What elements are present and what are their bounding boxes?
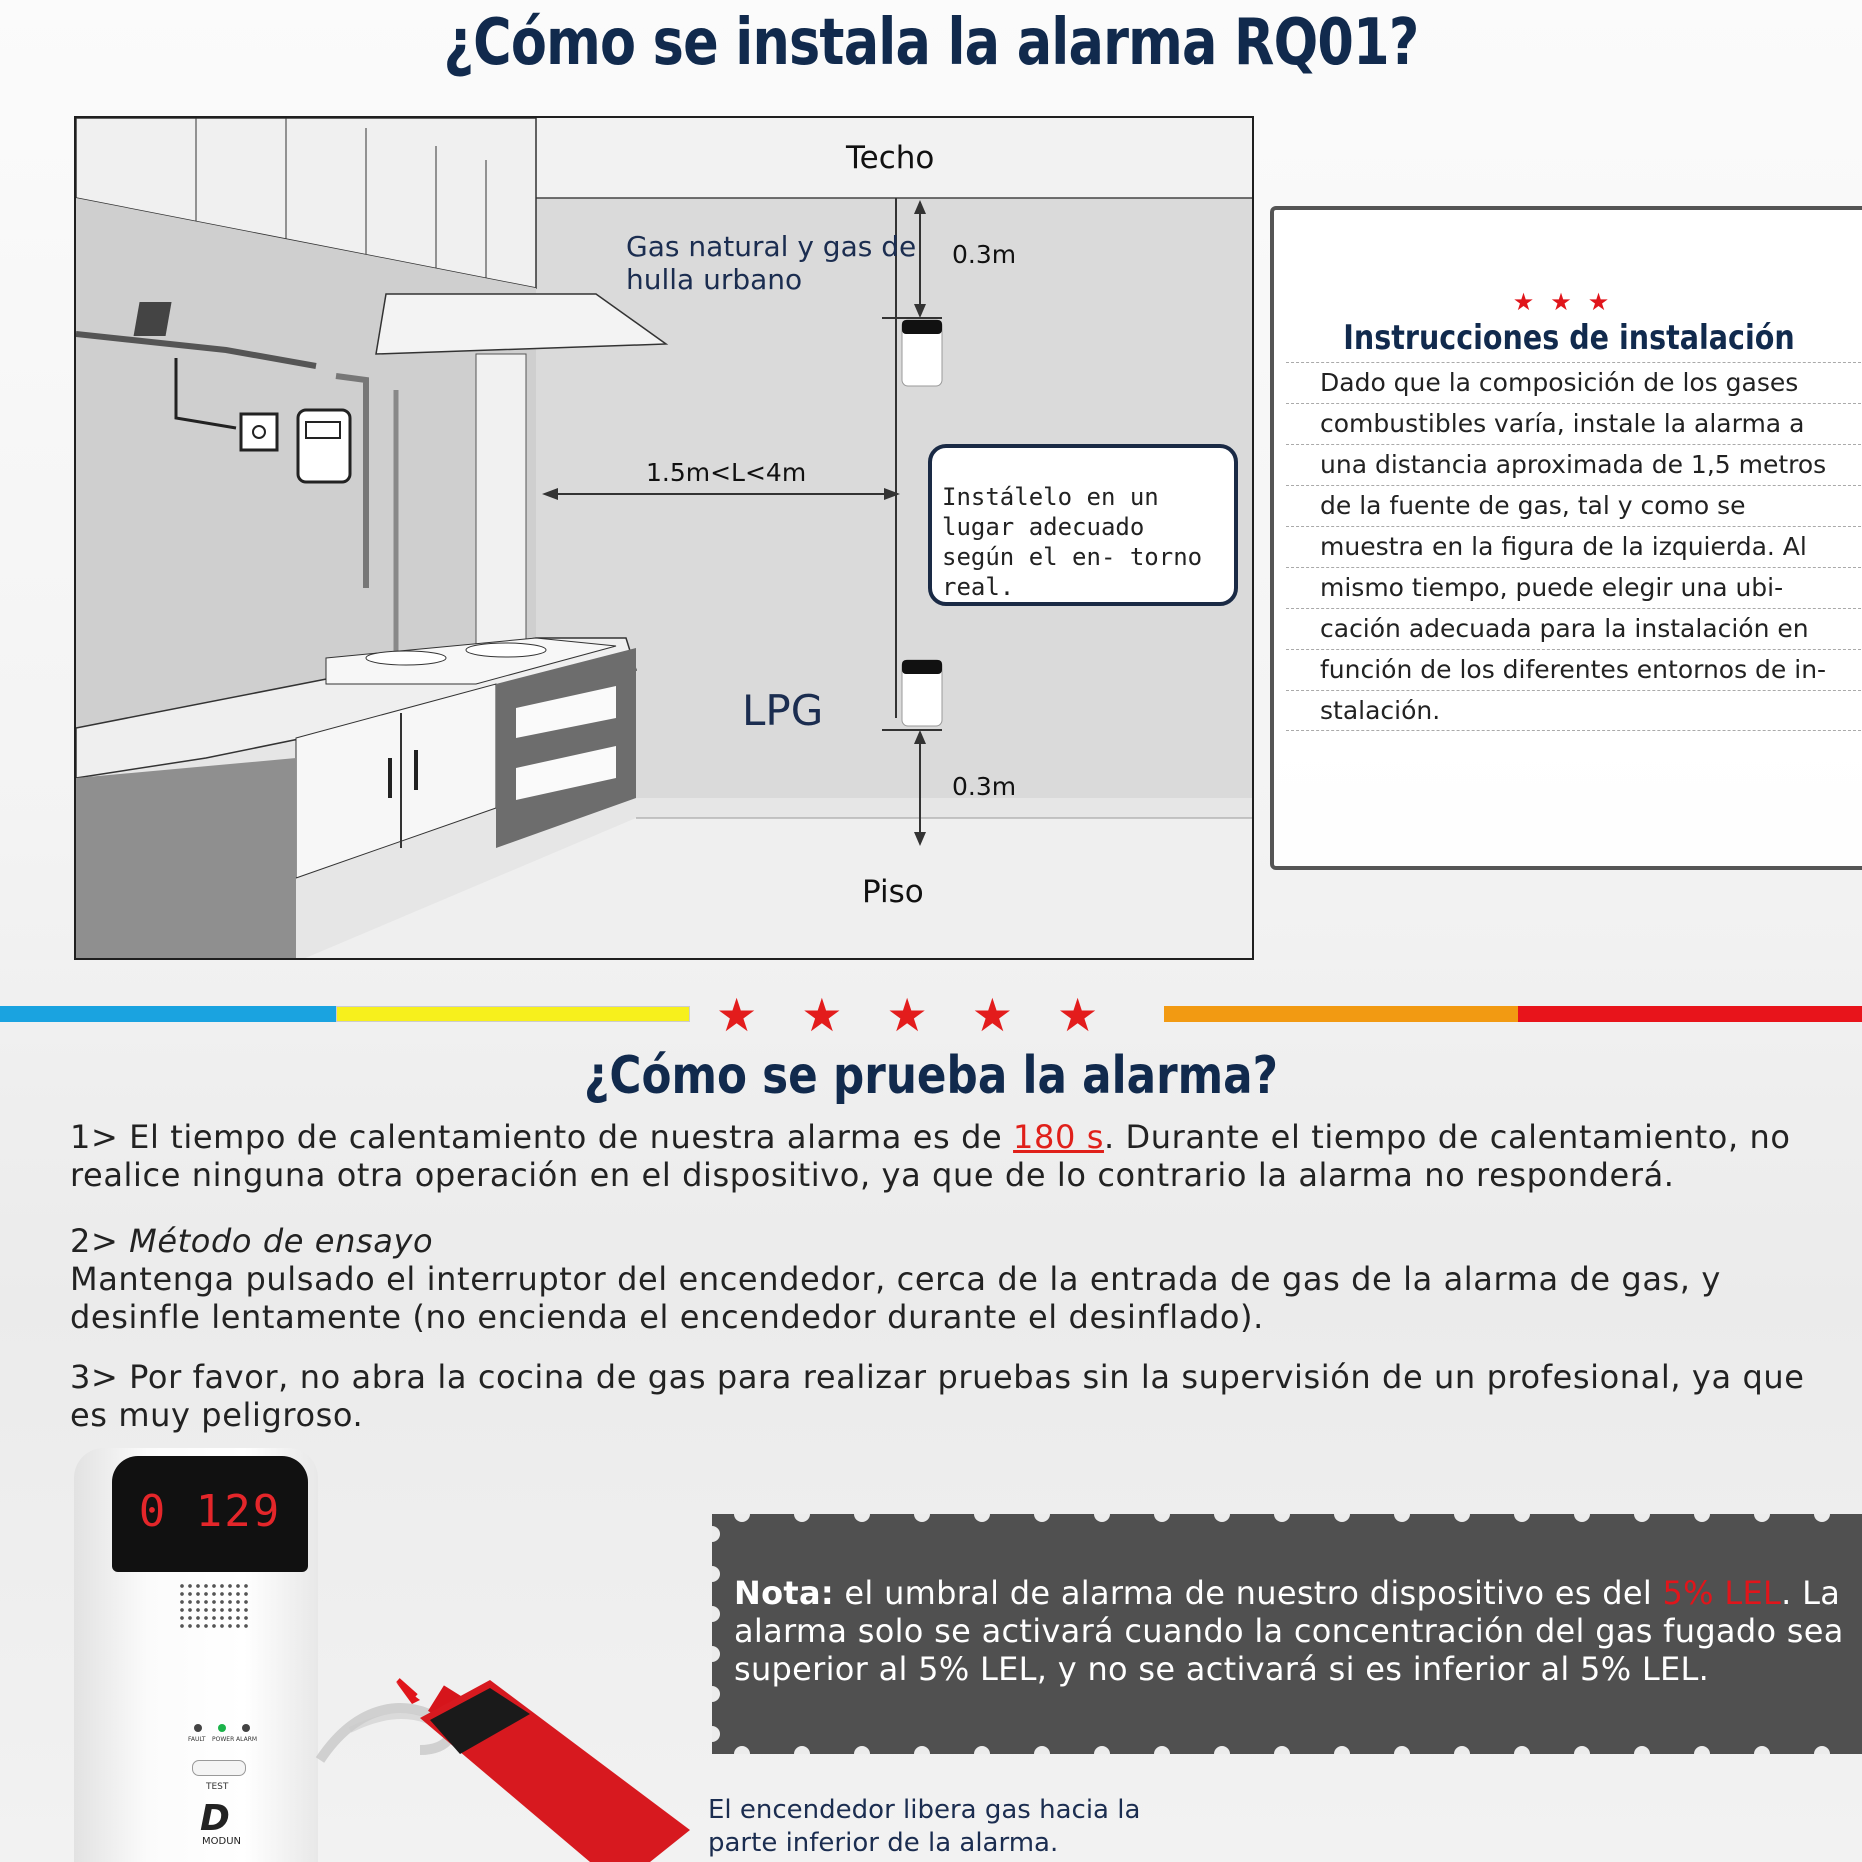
instructions-title: Instrucciones de instalación	[1343, 318, 1795, 358]
instructions-line: combustibles varía, instale la alarma a	[1286, 403, 1861, 444]
kitchen-diagram	[74, 116, 1254, 960]
test-step-1	[70, 1118, 1830, 1194]
step1-text-end: . Durante el tiempo de calentamiento, no realice ninguna otra operación en el dispositivo, ya que de lo contrario la alarma no responderá.	[70, 1118, 1791, 1194]
instructions-line: Dado que la composición de los gases	[1286, 362, 1861, 403]
test-button	[192, 1760, 246, 1776]
note-label: Nota:	[734, 1574, 834, 1612]
alarm-threshold: 5% LEL	[1662, 1574, 1782, 1612]
instructions-line: stalación.	[1286, 690, 1861, 731]
divider-blue	[0, 1006, 336, 1022]
device-display	[112, 1456, 308, 1572]
instructions-panel	[1270, 206, 1862, 870]
note-text-start: el umbral de alarma de nuestro dispositivo es del	[833, 1574, 1663, 1612]
instructions-line: mismo tiempo, puede elegir una ubi-	[1286, 567, 1861, 608]
distance-bottom-label: 0.3m	[952, 772, 1017, 801]
natural-gas-label: Gas natural y gas de hulla urbano	[626, 230, 917, 296]
instructions-line: de la fuente de gas, tal y como se	[1286, 485, 1861, 526]
alarm-led-label: ALARM	[236, 1736, 258, 1743]
power-led-icon	[218, 1724, 226, 1732]
brand-name: MODUN	[202, 1836, 241, 1847]
install-note-box: Instálelo en un lugar adecuado según el en- torno real.	[928, 444, 1238, 606]
step2-title: Método de ensayo	[129, 1222, 434, 1260]
test-button-label: TEST	[206, 1782, 229, 1792]
note-text	[734, 1574, 1854, 1688]
note-text-end: . La alarma solo se activará cuando la concentración del gas fugado sea superior al 5% LEL, y no se activará si es inferior al 5% LEL.	[734, 1574, 1844, 1688]
lighter-caption: El encendedor libera gas hacia la parte inferior de la alarma.	[708, 1795, 1141, 1858]
fault-led-label: FAULT	[188, 1736, 206, 1743]
floor-label: Piso	[862, 874, 924, 910]
test-title: ¿Cómo se prueba la alarma?	[584, 1046, 1278, 1106]
speaker-grille	[178, 1582, 250, 1630]
alarm-led-icon	[242, 1724, 250, 1732]
page-title: ¿Cómo se instala la alarma RQ01?	[443, 6, 1419, 80]
divider-star-icon: ★★★★★	[716, 988, 1143, 1042]
distance-top-label: 0.3m	[952, 240, 1017, 269]
divider-yellow	[336, 1006, 690, 1022]
instructions-line: una distancia aproximada de 1,5 metros	[1286, 444, 1861, 485]
instructions-text	[1286, 362, 1861, 731]
instructions-line: muestra en la figura de la izquierda. Al	[1286, 526, 1861, 567]
gas-alarm-device	[74, 1448, 318, 1862]
instructions-line: cación adecuada para la instalación en	[1286, 608, 1861, 649]
step1-text: 1> El tiempo de calentamiento de nuestra alarma es de	[70, 1118, 1014, 1156]
divider-orange	[1164, 1006, 1518, 1022]
ceiling-label: Techo	[846, 140, 935, 176]
lpg-label: LPG	[742, 686, 824, 735]
brand-logo-icon: D	[200, 1798, 230, 1839]
test-step-3: 3> Por favor, no abra la cocina de gas para realizar pruebas sin la supervisión de un profesional, ya que es muy peligroso.	[70, 1358, 1805, 1434]
lighter-illustration	[290, 1640, 710, 1862]
fault-led-icon	[194, 1724, 202, 1732]
display-value: 0 129	[138, 1486, 282, 1537]
step2-text: Mantenga pulsado el interruptor del encendedor, cerca de la entrada de gas de la alarma de gas, y desinfle lentamente (no encienda el encendedor durante el desinflado).	[70, 1260, 1721, 1336]
star-icon: ★★★	[1512, 288, 1626, 316]
power-led-label: POWER	[212, 1736, 235, 1743]
step2-prefix: 2>	[70, 1222, 130, 1260]
instructions-line: función de los diferentes entornos de in-	[1286, 649, 1861, 690]
divider-red	[1518, 1006, 1862, 1022]
warmup-time: 180 s	[1013, 1118, 1104, 1156]
distance-range-label: 1.5m<L<4m	[646, 458, 807, 487]
test-step-2	[70, 1222, 1830, 1336]
